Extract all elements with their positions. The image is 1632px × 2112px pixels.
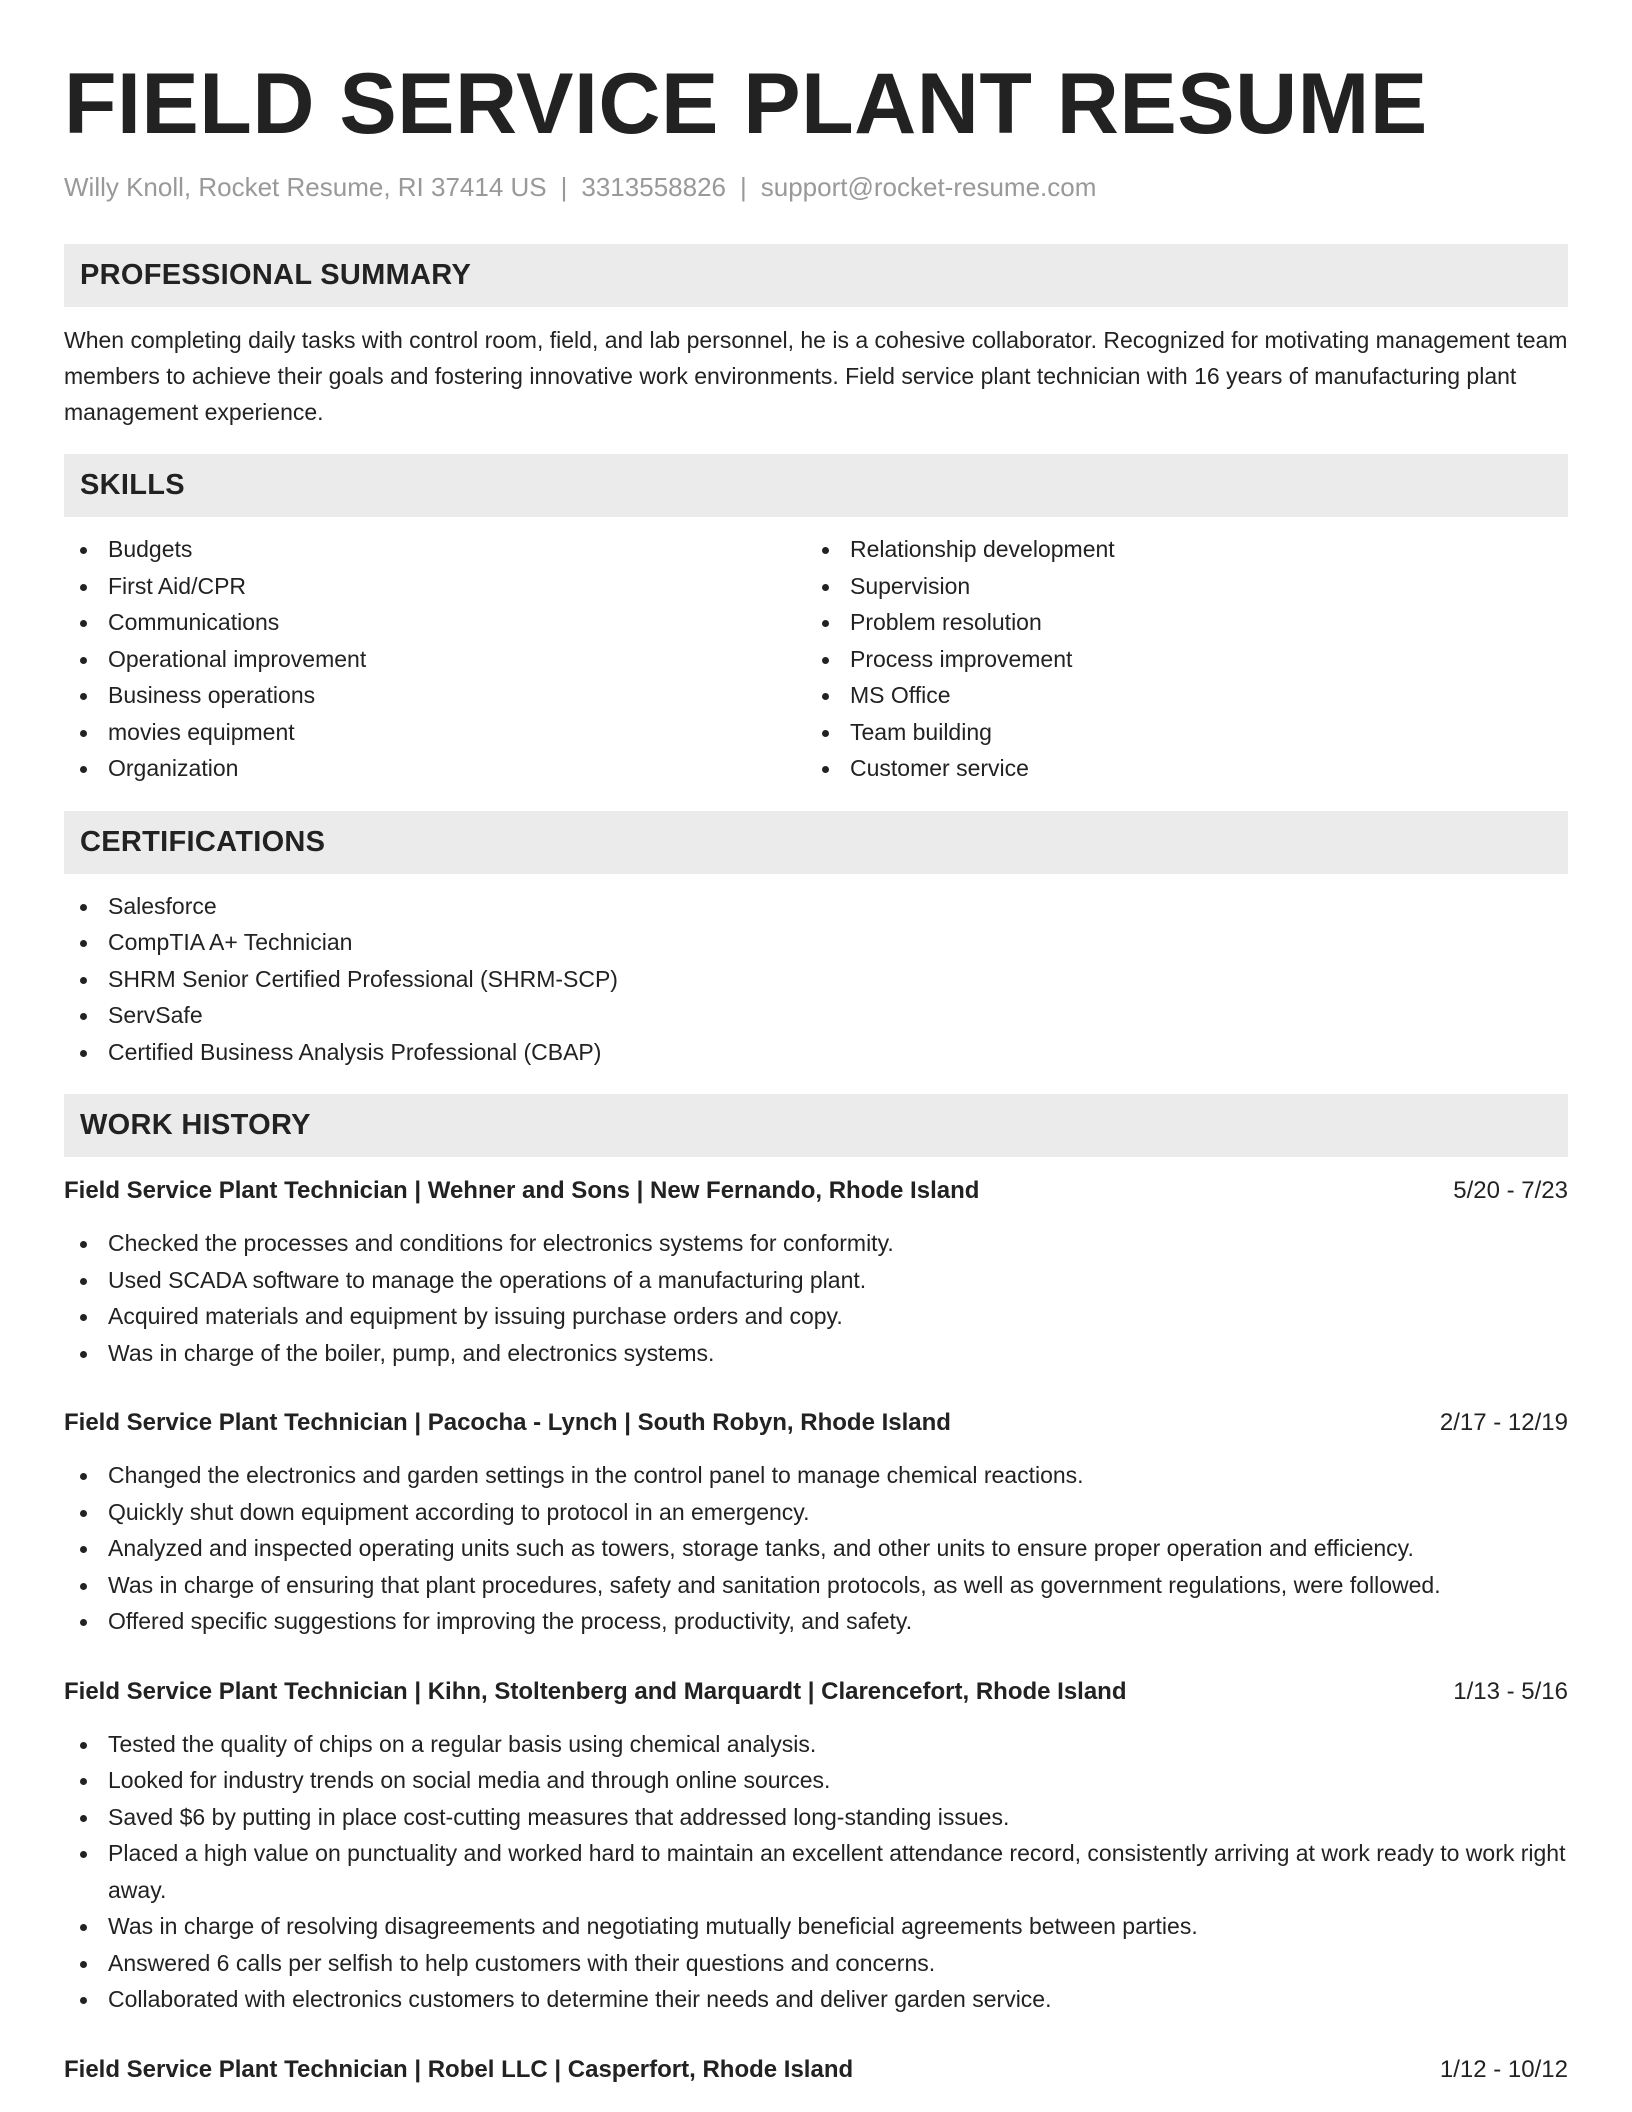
job-bullet: Acquired materials and equipment by issuing purchase orders and copy. (64, 1298, 1568, 1335)
skill-item: MS Office (806, 677, 1548, 714)
skill-item: Operational improvement (64, 641, 806, 678)
job-header (64, 2052, 1568, 2088)
skill-item: Communications (64, 604, 806, 641)
skill-item: Team building (806, 714, 1548, 751)
skill-item: Business operations (64, 677, 806, 714)
skill-item: Relationship development (806, 531, 1548, 568)
job-dates: 1/13 - 5/16 (1453, 1677, 1568, 1705)
section-header-summary: PROFESSIONAL SUMMARY (64, 244, 1568, 307)
job-bullet: Placed a high value on punctuality and worked hard to maintain an excellent attendance record, consistently arriving at work ready to work right away. (64, 1835, 1568, 1908)
job-title: Field Service Plant Technician | Robel LLC | Casperfort, Rhode Island (64, 2055, 854, 2083)
job-header (64, 1405, 1568, 1441)
job-bullet: Was in charge of resolving disagreements and negotiating mutually beneficial agreements between parties. (64, 1908, 1568, 1945)
certification-item: CompTIA A+ Technician (64, 924, 1568, 961)
skill-item: Organization (64, 750, 806, 787)
job-bullet: Collaborated with electronics customers to determine their needs and deliver garden service. (64, 1981, 1568, 2018)
job-entry (64, 1173, 1568, 1371)
section-header-work-history: WORK HISTORY (64, 1094, 1568, 1157)
job-bullet: Changed the electronics and garden settings in the control panel to manage chemical reactions. (64, 1457, 1568, 1494)
section-header-skills: SKILLS (64, 454, 1568, 517)
job-bullet: Quickly shut down equipment according to protocol in an emergency. (64, 1494, 1568, 1531)
skill-item: Customer service (806, 750, 1548, 787)
certification-item: Salesforce (64, 888, 1568, 925)
job-bullet: Tested the quality of chips on a regular basis using chemical analysis. (64, 1726, 1568, 1763)
contact-line (64, 170, 1568, 204)
resume-title: FIELD SERVICE PLANT RESUME (64, 56, 1428, 152)
job-entry (64, 1405, 1568, 1640)
job-title: Field Service Plant Technician | Kihn, Stoltenberg and Marquardt | Clarencefort, Rhode Island (64, 1677, 1127, 1705)
job-bullet: Was in charge of the boiler, pump, and electronics systems. (64, 1335, 1568, 1372)
skill-item: Supervision (806, 568, 1548, 605)
section-header-certifications: CERTIFICATIONS (64, 811, 1568, 874)
job-title: Field Service Plant Technician | Pacocha - Lynch | South Robyn, Rhode Island (64, 1409, 951, 1436)
job-entry (64, 2052, 1568, 2088)
certification-item: ServSafe (64, 997, 1568, 1034)
job-bullet: Used SCADA software to manage the operations of a manufacturing plant. (64, 1262, 1568, 1299)
job-bullets (64, 1225, 1568, 1371)
skills-list (64, 531, 1568, 787)
job-title: Field Service Plant Technician | Wehner and Sons | New Fernando, Rhode Island (64, 1177, 980, 1204)
job-dates: 2/17 - 12/19 (1439, 1409, 1568, 1436)
contact-separator: | (740, 172, 747, 202)
job-bullet: Looked for industry trends on social media and through online sources. (64, 1762, 1568, 1799)
job-dates: 1/12 - 10/12 (1439, 2055, 1568, 2083)
job-bullet: Was in charge of ensuring that plant procedures, safety and sanitation protocols, as well as government regulations, were followed. (64, 1567, 1568, 1604)
contact-phone: 3313558826 (581, 172, 726, 202)
certification-item: SHRM Senior Certified Professional (SHRM-SCP) (64, 961, 1568, 998)
job-bullet: Answered 6 calls per selfish to help customers with their questions and concerns. (64, 1945, 1568, 1982)
job-bullet: Analyzed and inspected operating units such as towers, storage tanks, and other units to ensure proper operation and efficiency. (64, 1530, 1568, 1567)
job-bullet: Checked the processes and conditions for electronics systems for conformity. (64, 1225, 1568, 1262)
job-dates: 5/20 - 7/23 (1453, 1177, 1568, 1204)
skill-item: movies equipment (64, 714, 806, 751)
certification-item: Certified Business Analysis Professional (CBAP) (64, 1034, 1568, 1071)
job-header (64, 1674, 1568, 1710)
job-bullets (64, 1457, 1568, 1640)
contact-email: support@rocket-resume.com (760, 172, 1097, 202)
skill-item: Process improvement (806, 641, 1548, 678)
job-bullet: Saved $6 by putting in place cost-cutting measures that addressed long-standing issues. (64, 1799, 1568, 1836)
job-bullets (64, 1726, 1568, 2018)
skills-column-right (806, 531, 1548, 787)
skill-item: Budgets (64, 531, 806, 568)
contact-address: Willy Knoll, Rocket Resume, RI 37414 US (64, 172, 547, 202)
contact-separator: | (560, 172, 568, 202)
job-header (64, 1173, 1568, 1209)
skill-item: First Aid/CPR (64, 568, 806, 605)
summary-text: When completing daily tasks with control room, field, and lab personnel, he is a cohesive collaborator. Recognized for motivating management team members to achieve their goals and fostering innovative work environments. Field service plant technician with 16 years of manufacturing plant management experience. (64, 327, 1568, 425)
certifications-list (64, 888, 1568, 1071)
skills-column-left (64, 531, 806, 787)
skill-item: Problem resolution (806, 604, 1548, 641)
job-entry (64, 1674, 1568, 2018)
job-bullet: Offered specific suggestions for improving the process, productivity, and safety. (64, 1603, 1568, 1640)
